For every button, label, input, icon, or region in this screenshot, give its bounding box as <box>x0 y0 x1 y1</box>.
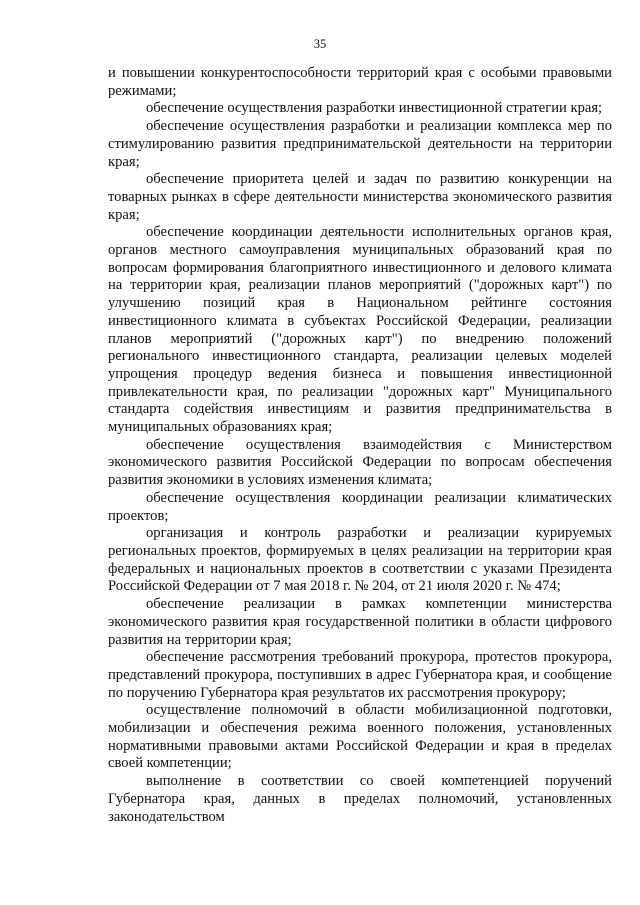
paragraph: обеспечение рассмотрения требований прокурора, протестов прокурора, представлений прокурора, поступивших в адрес Губернатора края, и сообщение по поручению Губернатора края результатов их рассмотрения прокурору; <box>108 649 612 701</box>
paragraph: организация и контроль разработки и реализации курируемых региональных проектов, формируемых в целях реализации на территории края федеральных и национальных проектов в соответствии с указами Президента Российской Федерации от 7 мая 2018 г. № 204, от 21 июля 2020 г. № 474; <box>108 525 612 595</box>
paragraph: и повышении конкурентоспособности территорий края с особыми правовыми режимами; <box>108 65 612 99</box>
paragraph: обеспечение осуществления взаимодействия с Министерством экономического развития Российской Федерации по вопросам обеспечения развития экономики в условиях изменения климата; <box>108 436 612 489</box>
paragraph: обеспечение осуществления разработки инвестиционной стратегии края; <box>146 100 603 117</box>
paragraph: выполнение в соответствии со своей компетенцией поручений Губернатора края, данных в пределах полномочий, установленных законодательством <box>108 773 612 825</box>
paragraph: обеспечение реализации в рамках компетенции министерства экономического развития края государственной политики в области цифрового развития на территории края; <box>108 596 612 648</box>
paragraph: обеспечение координации деятельности исполнительных органов края, органов местного самоуправления муниципальных образований края по вопросам формирования благоприятного инвестиционного и делового климата на территории края, реализации планов мероприятий ("дорожных карт") по улучшению позиций края в Национальном рейтинге состояния инвестиционного климата в субъектах Российской Федерации, реализации планов мероприятий ("дорожных карт") по внедрению положений регионального инвестиционного стандарта, реализации целевых моделей упрощения процедур ведения бизнеса и повышения инвестиционной привлекательности края, по реализации "дорожных карт" Муниципального стандарта содействия инвестициям и развития предпринимательства в муниципальных образованиях края; <box>108 224 612 436</box>
paragraph: обеспечение приоритета целей и задач по развитию конкуренции на товарных рынках в сфере деятельности министерства экономического развития края; <box>108 171 612 223</box>
paragraph: обеспечение осуществления разработки и реализации комплекса мер по стимулированию развития предпринимательской деятельности на территории края; <box>108 118 612 170</box>
document-body <box>108 65 612 826</box>
page-number: 35 <box>313 37 327 51</box>
paragraph: осуществление полномочий в области мобилизационной подготовки, мобилизации и обеспечения режима военного положения, установленных нормативными правовыми актами Российской Федерации и края в пределах своей компетенции; <box>108 702 612 772</box>
paragraph: обеспечение осуществления координации реализации климатических проектов; <box>108 489 612 524</box>
